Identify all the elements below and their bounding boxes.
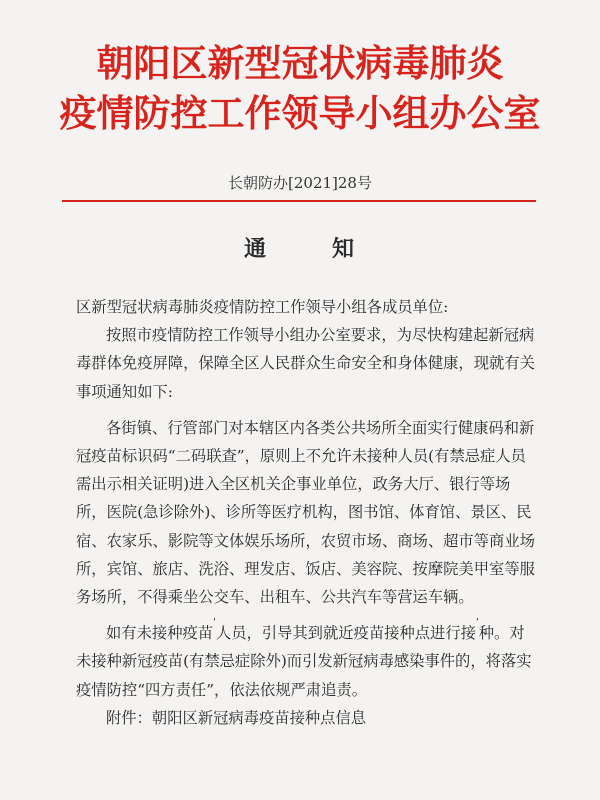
ink-mark: ʹ: [213, 618, 216, 630]
paragraph-3-part2: 人员，引导其到就近疫苗接种点进行接: [215, 624, 476, 643]
paragraph-1: 按照市疫情防控工作领导小组办公室要求，为尽快构建起新冠病毒群体免疫屏障，保障全区人民群众生命安全和身体健康，现就有关事项通知如下:: [76, 326, 535, 401]
ink-mark: ʹ: [475, 618, 479, 630]
salutation: 区新型冠状病毒肺炎疫情防控工作领导小组各成员单位:: [76, 298, 449, 316]
red-divider-line: [62, 200, 536, 202]
document-number: 长朝防办[2021]28号: [228, 174, 372, 192]
paragraph-3-part3: 种。对未接种新冠疫苗(有禁忌症除外)而引发新冠病毒感染事件的，将落实疫情防控“四方责任”，依法依规严肃追责。: [76, 624, 532, 699]
paragraph-2: 各街镇、行管部门对本辖区内各类公共场所全面实行健康码和新冠疫苗标识码“二码联查”，原则上不允许未接种人员(有禁忌症人员需出示相关证明)进入全区机关企事业单位，政务大厅、银行等场所，医院(急诊除外)、诊所等医疗机构，图书馆、体育馆、景区、民宿、农家乐、影院等文体娱乐场所，农贸市场、商场、超市等商业场所，宾馆、旅店、洗浴、理发店、饭店、美容院、按摩院美甲室等服务场所，不得乘坐公交车、出租车、公共汽车等营运车辆。: [76, 418, 535, 607]
notice-heading: [0, 232, 600, 263]
attachment-line: 附件：朝阳区新冠病毒疫苗接种点信息: [106, 708, 367, 727]
notice-body: [76, 293, 538, 732]
notice-heading-char2: 知: [332, 236, 357, 262]
issuer-title-line1: 朝阳区新型冠状病毒肺炎: [96, 42, 504, 85]
paragraph-3: [76, 619, 538, 704]
issuer-title-line2: 疫情防控工作领导小组办公室: [59, 92, 541, 135]
notice-heading-char1: 通: [243, 236, 268, 262]
paragraph-3-part1: 如有未接种疫苗: [106, 624, 214, 643]
